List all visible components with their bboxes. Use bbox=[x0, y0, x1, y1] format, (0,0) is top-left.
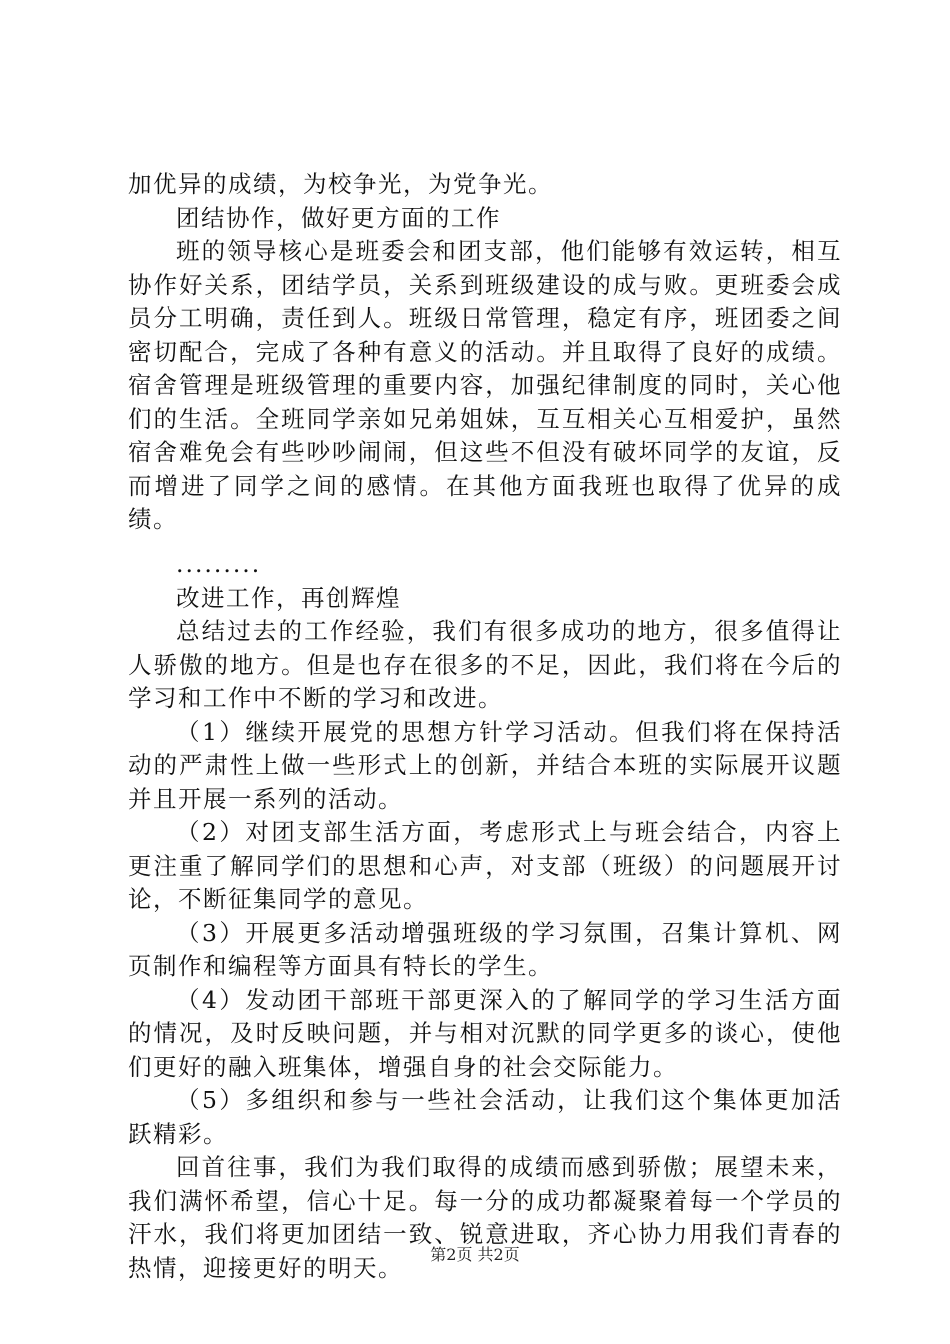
list-item-1: （1）继续开展党的思想方针学习活动。但我们将在保持活动的严肃性上做一些形式上的创新，并结合本班的实际展开议题并且开展一系列的活动。 bbox=[128, 717, 842, 813]
section-heading-teamwork: 团结协作，做好更方面的工作 bbox=[176, 203, 501, 232]
ellipsis-dots: ......... bbox=[176, 549, 262, 578]
document-body bbox=[128, 168, 842, 1285]
paragraph-3: 班的领导核心是班委会和团支部，他们能够有效运转，相互协作好关系，团结学员，关系到班级建设的成与败。更班委会成员分工明确，责任到人。班级日常管理，稳定有序，班团委之间密切配合，完成了各种有意义的活动。并且取得了良好的成绩。宿舍管理是班级管理的重要内容，加强纪律制度的同时，关心他们的生活。全班同学亲如兄弟姐妹，互互相关心互相爱护，虽然宿舍难免会有些吵吵闹闹，但这些不但没有破坏同学的友谊，反而增进了同学之间的感情。在其他方面我班也取得了优异的成绩。 bbox=[128, 237, 842, 533]
section-heading-improve: 改进工作，再创辉煌 bbox=[176, 583, 401, 612]
list-item-2: （2）对团支部生活方面，考虑形式上与班会结合，内容上更注重了解同学们的思想和心声，对支部（班级）的问题展开讨论，不断征集同学的意见。 bbox=[128, 818, 842, 913]
list-item-3: （3）开展更多活动增强班级的学习氛围，召集计算机、网页制作和编程等方面具有特长的学生。 bbox=[128, 918, 842, 980]
list-item-5: （5）多组织和参与一些社会活动，让我们这个集体更加活跃精彩。 bbox=[128, 1086, 842, 1148]
paragraph-1: 加优异的成绩，为校争光，为党争光。 bbox=[128, 170, 553, 198]
page-footer: 第2页 共2页 bbox=[430, 1245, 520, 1264]
list-item-4: （4）发动团干部班干部更深入的了解同学的学习生活方面的情况，及时反映问题，并与相对沉默的同学更多的谈心，使他们更好的融入班集体，增强自身的社会交际能力。 bbox=[128, 985, 842, 1081]
paragraph-6: 总结过去的工作经验，我们有很多成功的地方，很多值得让人骄傲的地方。但是也存在很多的不足，因此，我们将在今后的学习和工作中不断的学习和改进。 bbox=[128, 617, 842, 712]
paragraph-closing: 回首往事，我们为我们取得的成绩而感到骄傲；展望未来，我们满怀希望，信心十足。每一分的成功都凝聚着每一个学员的汗水，我们将更加团结一致、锐意进取，齐心协力用我们青春的热情，迎接更好的明天。 bbox=[128, 1153, 842, 1282]
